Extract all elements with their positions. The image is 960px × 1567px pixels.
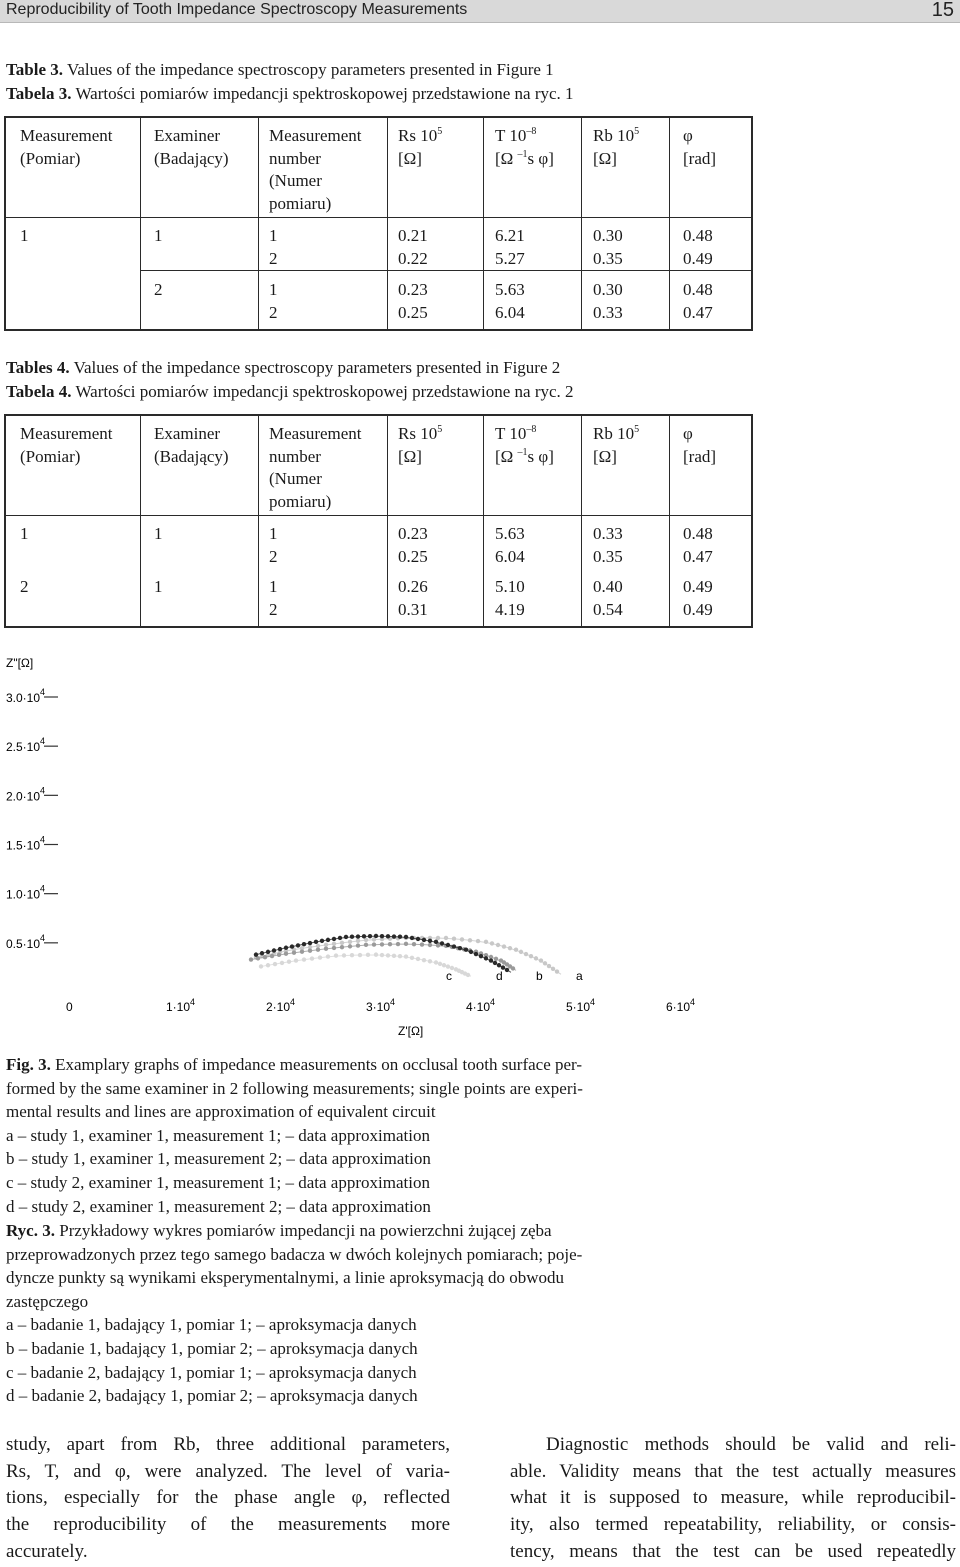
cell-t: 5.63 6.04 (495, 524, 525, 566)
header-rs: Rs $10^5$ [Ω] (398, 424, 443, 466)
cell-rb: 0.30 0.33 (593, 280, 623, 322)
data-point-c (366, 953, 370, 957)
curve-label-d: d (496, 969, 503, 983)
data-point-d (284, 946, 288, 950)
data-point-a (543, 961, 547, 965)
y-tick-label: $2.5\cdot 10^4$ (6, 736, 46, 755)
table4-caption-pl: Tabela 4. Wartości pomiarów impedancji spektroskopowej przedstawione na ryc. 2 (6, 382, 574, 401)
data-point-b (284, 951, 288, 955)
cell-t: 5.10 4.19 (495, 577, 525, 619)
data-point-d (278, 947, 282, 951)
data-point-a (502, 944, 506, 948)
data-point-a (519, 950, 523, 954)
data-point-a (460, 937, 464, 941)
data-point-a (348, 940, 352, 944)
body-line: ity, also termed repeatability, reliability, or consis- (510, 1514, 956, 1536)
caption-line: mental results and lines are approximation of equivalent circuit (6, 1102, 436, 1122)
data-point-c (302, 957, 306, 961)
data-point-c (438, 962, 442, 966)
data-point-b (404, 942, 408, 946)
data-point-c (386, 953, 390, 957)
cell-examiner: 2 (154, 280, 163, 299)
data-point-a (529, 954, 533, 958)
header-rb: Rb $10^5$ [Ω] (593, 424, 640, 466)
data-point-a (340, 941, 344, 945)
data-point-b (420, 942, 424, 946)
fit-line-a (256, 938, 561, 974)
data-point-d (266, 950, 270, 954)
data-point-c (310, 956, 314, 960)
data-point-d (479, 954, 483, 958)
header-examiner: Examiner (Badający) (154, 424, 229, 466)
data-point-b (324, 947, 328, 951)
data-point-c (416, 957, 420, 961)
data-point-d (338, 936, 342, 940)
data-point-b (412, 942, 416, 946)
header-t: T $10^{-8}$ [Ω $^{-1}$s φ] (495, 126, 554, 168)
caption-line: d – badanie 2, badający 1, pomiar 2; – aproksymacja danych (6, 1386, 418, 1406)
data-point-d (452, 944, 456, 948)
table3-caption-en: Table 3. Values of the impedance spectroscopy parameters presented in Figure 1 (6, 60, 554, 79)
cell-phi: 0.49 0.49 (683, 577, 713, 619)
y-tick-label: $2.0\cdot 10^4$ (6, 785, 46, 804)
cell-number: 1 2 (269, 577, 278, 619)
cell-phi: 0.48 0.47 (683, 524, 713, 566)
curve-label-b: b (536, 969, 543, 983)
data-point-a (496, 943, 500, 947)
y-tick-label: $0.5\cdot 10^4$ (6, 932, 46, 951)
x-tick-label: $4\cdot 10^4$ (466, 997, 496, 1014)
data-point-b (356, 943, 360, 947)
data-point-d (380, 934, 384, 938)
x-tick-label: $1\cdot 10^4$ (166, 997, 196, 1014)
data-point-d (469, 950, 473, 954)
table4-caption-en: Tables 4. Values of the impedance spectroscopy parameters presented in Figure 2 (6, 358, 561, 377)
cell-rb: 0.33 0.35 (593, 524, 623, 566)
y-tick-label: $1.5\cdot 10^4$ (6, 834, 46, 853)
data-point-b (340, 945, 344, 949)
data-point-c (410, 956, 414, 960)
caption-line: a – badanie 1, badający 1, pomiar 1; – aproksymacja danych (6, 1315, 417, 1335)
data-point-a (551, 967, 555, 971)
data-point-d (416, 937, 420, 941)
series-c (259, 952, 471, 977)
impedance-chart (0, 645, 720, 1045)
body-line: accurately. (6, 1540, 88, 1562)
data-point-a (468, 938, 472, 942)
data-point-d (254, 952, 258, 956)
data-point-b (270, 954, 274, 958)
cell-measurement: 1 (20, 226, 29, 245)
header-measurement-number: Measurement number (Numer pomiaru) (269, 424, 362, 511)
y-axis-label: Z"[Ω] (6, 656, 34, 670)
data-point-d (404, 935, 408, 939)
data-point-d (350, 935, 354, 939)
cell-measurement: 2 (20, 577, 29, 596)
data-point-d (398, 935, 402, 939)
data-point-c (294, 958, 298, 962)
body-line: study, apart from Rb, three additional parameters, (6, 1434, 450, 1455)
caption-line: Ryc. 3. Przykładowy wykres pomiarów impedancji na powierzchni żującej zęba (6, 1221, 552, 1240)
data-point-d (368, 934, 372, 938)
header-measurement-number: Measurement number (Numer pomiaru) (269, 126, 362, 213)
data-point-d (422, 938, 426, 942)
x-tick-label: $5\cdot 10^4$ (566, 997, 596, 1014)
data-point-d (489, 958, 493, 962)
data-point-a (444, 936, 448, 940)
data-point-d (308, 941, 312, 945)
table3 (4, 116, 753, 331)
data-point-c (422, 958, 426, 962)
data-point-b (380, 942, 384, 946)
header-phi: φ [rad] (683, 424, 717, 466)
data-point-d (446, 943, 450, 947)
data-point-d (320, 939, 324, 943)
data-point-d (474, 952, 478, 956)
data-point-a (514, 948, 518, 952)
data-point-a (534, 956, 538, 960)
cell-rs: 0.23 0.25 (398, 280, 428, 322)
data-point-d (272, 948, 276, 952)
cell-rb: 0.40 0.54 (593, 577, 623, 619)
body-line: able. Validity means that the test actually measures (510, 1460, 956, 1482)
header-rs: Rs $10^5$ [Ω] (398, 126, 443, 168)
data-point-d (290, 944, 294, 948)
header-measurement: Measurement (Pomiar) (20, 424, 113, 466)
data-point-c (466, 973, 470, 977)
data-point-a (539, 958, 543, 962)
data-point-b (372, 942, 376, 946)
data-point-b (428, 943, 432, 947)
data-point-d (497, 963, 501, 967)
data-point-a (476, 939, 480, 943)
cell-rb: 0.30 0.35 (593, 226, 623, 268)
data-point-b (256, 956, 260, 960)
data-point-c (318, 955, 322, 959)
caption-line: a – study 1, examiner 1, measurement 1; – data approximation (6, 1125, 430, 1145)
data-point-a (324, 943, 328, 947)
data-point-a (484, 940, 488, 944)
data-point-d (440, 941, 444, 945)
data-point-d (332, 937, 336, 941)
figure-caption-en (6, 1053, 583, 1218)
data-point-c (326, 954, 330, 958)
body-line: Rs, T, and φ, were analyzed. The level of varia- (6, 1460, 450, 1482)
x-tick-label: $6\cdot 10^4$ (666, 997, 696, 1014)
cell-rs: 0.26 0.31 (398, 577, 428, 619)
data-point-c (358, 953, 362, 957)
data-point-d (410, 936, 414, 940)
body-line: tions, especially for the phase angle φ, reflected (6, 1487, 450, 1509)
header-rb: Rb $10^5$ [Ω] (593, 126, 640, 168)
cell-number: 1 2 (269, 226, 278, 268)
data-point-b (348, 944, 352, 948)
data-point-a (508, 946, 512, 950)
data-point-b (396, 942, 400, 946)
caption-line: przeprowadzonych przez tego samego badacza w dwóch kolejnych pomiarach; poje- (6, 1244, 583, 1264)
cell-number: 1 2 (269, 524, 278, 566)
data-point-d (505, 968, 509, 972)
data-point-d (428, 939, 432, 943)
caption-line: dyncze punkty są wynikami eksperymentalnymi, a linie aproksymacją do obwodu (6, 1268, 565, 1288)
data-point-c (428, 959, 432, 963)
data-point-d (326, 938, 330, 942)
page-number: 15 (931, 0, 954, 21)
caption-line: b – badanie 1, badający 1, pomiar 2; – aproksymacja danych (6, 1338, 418, 1358)
cell-number: 1 2 (269, 280, 278, 322)
cell-examiner: 1 (154, 524, 163, 543)
cell-measurement: 1 (20, 524, 29, 543)
data-point-a (332, 942, 336, 946)
data-point-d (344, 935, 348, 939)
data-point-b (249, 957, 253, 961)
body-column-left (6, 1432, 450, 1566)
cell-t: 5.63 6.04 (495, 280, 525, 322)
curve-label-c: c (446, 969, 452, 983)
data-point-c (266, 963, 270, 967)
body-line: Diagnostic methods should be valid and reli- (546, 1434, 956, 1455)
cell-examiner: 1 (154, 577, 163, 596)
data-point-d (302, 942, 306, 946)
data-point-a (547, 964, 551, 968)
caption-line: formed by the same examiner in 2 following measurements; single points are experi- (6, 1078, 583, 1098)
caption-line: zastępczego (6, 1291, 89, 1311)
header-phi: φ [rad] (683, 126, 717, 168)
cell-examiner: 1 (154, 226, 163, 245)
data-point-c (287, 960, 291, 964)
data-point-d (374, 934, 378, 938)
y-tick-label: $3.0\cdot 10^4$ (6, 687, 46, 705)
caption-line: c – badanie 2, badający 1, pomiar 1; – aproksymacja danych (6, 1362, 417, 1382)
data-point-b (332, 946, 336, 950)
data-point-d (260, 951, 264, 955)
figure-caption-pl (6, 1219, 582, 1408)
data-point-b (388, 942, 392, 946)
data-point-d (362, 934, 366, 938)
data-point-c (434, 960, 438, 964)
data-point-b (308, 949, 312, 953)
data-point-c (350, 953, 354, 957)
data-point-b (263, 955, 267, 959)
x-tick-label: $2\cdot 10^4$ (266, 997, 296, 1014)
caption-line: Fig. 3. Examplary graphs of impedance measurements on occlusal tooth surface per- (6, 1055, 583, 1074)
data-point-c (273, 962, 277, 966)
curve-label-a: a (576, 969, 583, 983)
data-point-d (493, 961, 497, 965)
body-line: the reproducibility of the measurements more (6, 1514, 450, 1536)
data-point-d (458, 946, 462, 950)
data-point-a (356, 939, 360, 943)
header-t: T $10^{-8}$ [Ω $^{-1}$s φ] (495, 424, 554, 466)
caption-line: d – study 2, examiner 1, measurement 2; – data approximation (6, 1196, 431, 1216)
x-tick-label: $3\cdot 10^4$ (366, 997, 396, 1014)
data-point-d (314, 940, 318, 944)
cell-phi: 0.48 0.47 (683, 280, 713, 322)
data-point-d (484, 956, 488, 960)
data-point-c (374, 952, 378, 956)
caption-line: c – study 2, examiner 1, measurement 1; – data approximation (6, 1172, 430, 1192)
data-point-a (524, 952, 528, 956)
data-point-d (356, 934, 360, 938)
data-point-b (300, 949, 304, 953)
data-point-b (277, 953, 281, 957)
header-measurement: Measurement (Pomiar) (20, 126, 113, 168)
data-point-c (342, 953, 346, 957)
data-point-c (334, 953, 338, 957)
data-point-a (436, 936, 440, 940)
running-title: Reproducibility of Tooth Impedance Spectroscopy Measurements (6, 1, 468, 18)
data-point-d (464, 948, 468, 952)
data-point-c (398, 954, 402, 958)
data-point-c (392, 954, 396, 958)
body-column-right (510, 1432, 956, 1566)
x-axis-label: Z'[Ω] (398, 1024, 424, 1038)
data-point-d (296, 943, 300, 947)
data-point-b (511, 966, 515, 970)
data-point-d (392, 934, 396, 938)
data-point-c (280, 961, 284, 965)
x-tick-label: 0 (66, 1000, 73, 1014)
data-point-a (555, 969, 559, 973)
caption-line: b – study 1, examiner 1, measurement 2; – data approximation (6, 1149, 431, 1169)
data-point-c (442, 963, 446, 967)
data-point-b (364, 943, 368, 947)
cell-rs: 0.23 0.25 (398, 524, 428, 566)
running-header (0, 0, 960, 23)
data-point-b (292, 950, 296, 954)
cell-rs: 0.21 0.22 (398, 226, 428, 268)
cell-phi: 0.48 0.49 (683, 226, 713, 268)
table4 (4, 414, 753, 628)
data-point-b (494, 957, 498, 961)
data-point-d (386, 934, 390, 938)
body-line: tency, means that the test can be used repeatedly (510, 1540, 956, 1562)
y-tick-label: $1.0\cdot 10^4$ (6, 883, 46, 902)
data-point-d (434, 940, 438, 944)
header-examiner: Examiner (Badający) (154, 126, 229, 168)
data-point-a (452, 937, 456, 941)
table3-caption-pl: Tabela 3. Wartości pomiarów impedancji spektroskopowej przedstawione na ryc. 1 (6, 84, 574, 103)
body-line: what it is supposed to measure, while reproducibil- (510, 1487, 956, 1509)
data-point-c (404, 954, 408, 958)
data-point-a (490, 941, 494, 945)
data-point-c (380, 953, 384, 957)
cell-t: 6.21 5.27 (495, 226, 525, 268)
data-point-b (316, 948, 320, 952)
data-point-c (259, 964, 263, 968)
